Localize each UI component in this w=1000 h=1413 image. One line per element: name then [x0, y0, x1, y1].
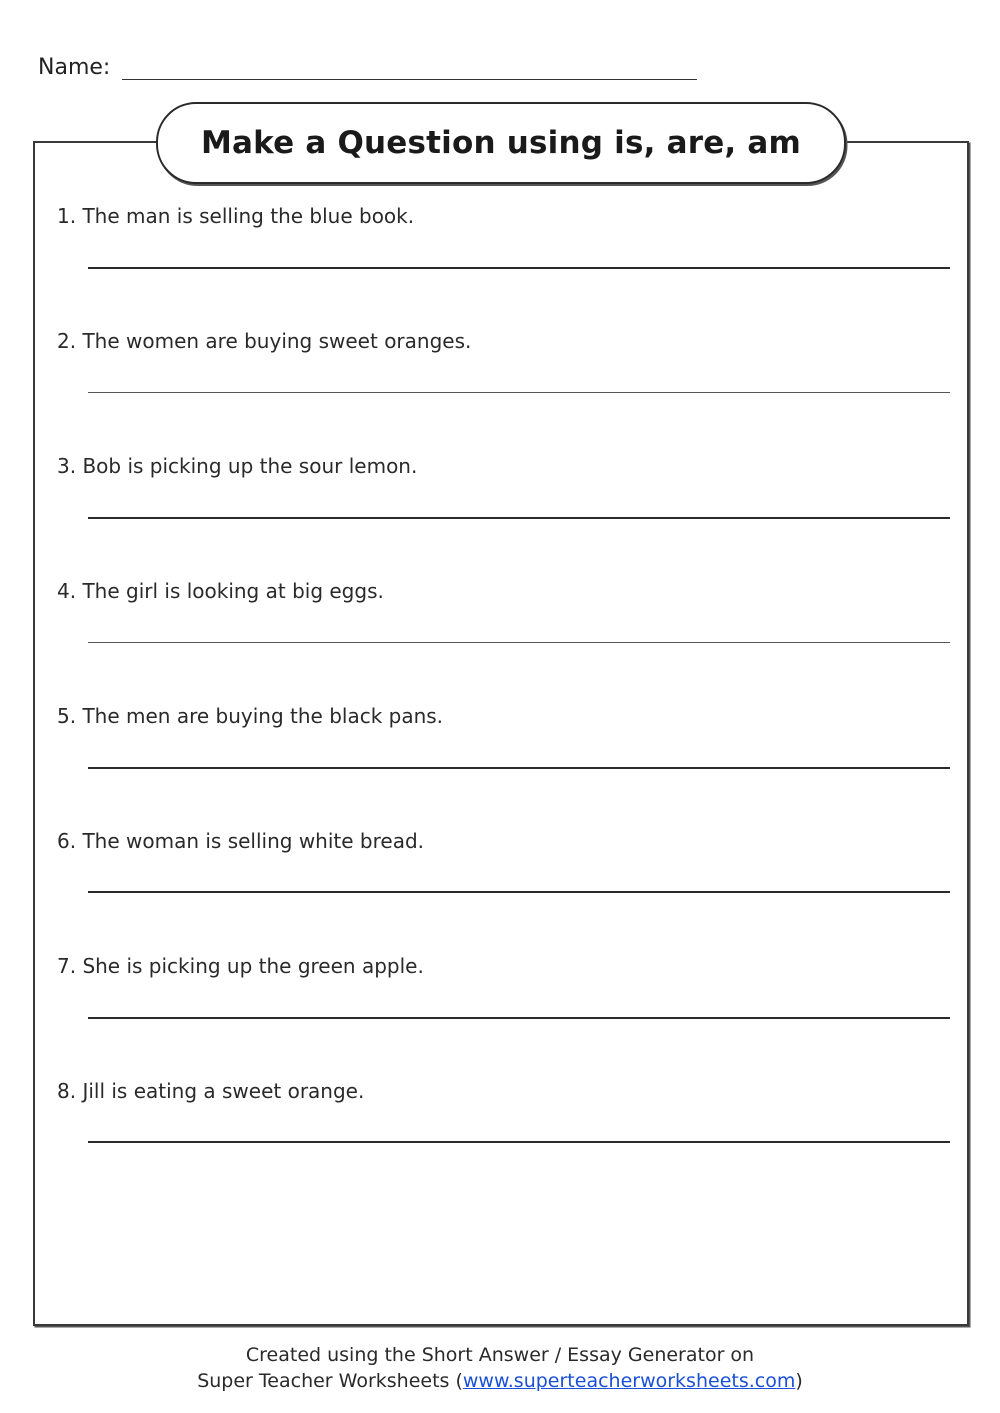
title-banner — [156, 102, 846, 184]
question-8: 8. Jill is eating a sweet orange. — [57, 1079, 365, 1103]
question-7: 7. She is picking up the green apple. — [57, 954, 424, 978]
question-5: 5. The men are buying the black pans. — [57, 704, 444, 728]
question-3: 3. Bob is picking up the sour lemon. — [57, 454, 418, 478]
answer-line-8[interactable] — [88, 1141, 950, 1143]
worksheet-frame — [33, 141, 969, 1326]
footer-line-2 — [0, 1368, 1000, 1394]
footer-link[interactable]: www.superteacherworksheets.com — [462, 1370, 796, 1392]
answer-line-5[interactable] — [88, 767, 950, 769]
name-field-line[interactable] — [122, 79, 697, 80]
answer-line-2[interactable] — [88, 392, 950, 393]
footer — [0, 1342, 1000, 1394]
question-4: 4. The girl is looking at big eggs. — [57, 579, 384, 603]
answer-line-3[interactable] — [88, 517, 950, 519]
name-label: Name: — [38, 55, 111, 80]
question-6: 6. The woman is selling white bread. — [57, 829, 425, 853]
footer-prefix: Super Teacher Worksheets ( — [197, 1370, 463, 1392]
question-2: 2. The women are buying sweet oranges. — [57, 329, 472, 353]
worksheet-title: Make a Question using is, are, am — [200, 125, 802, 161]
question-1: 1. The man is selling the blue book. — [57, 204, 415, 228]
footer-line-1: Created using the Short Answer / Essay Generator on — [245, 1344, 755, 1366]
answer-line-6[interactable] — [88, 891, 950, 893]
answer-line-7[interactable] — [88, 1017, 950, 1019]
footer-suffix: ) — [795, 1370, 803, 1392]
answer-line-1[interactable] — [88, 267, 950, 269]
answer-line-4[interactable] — [88, 642, 950, 643]
